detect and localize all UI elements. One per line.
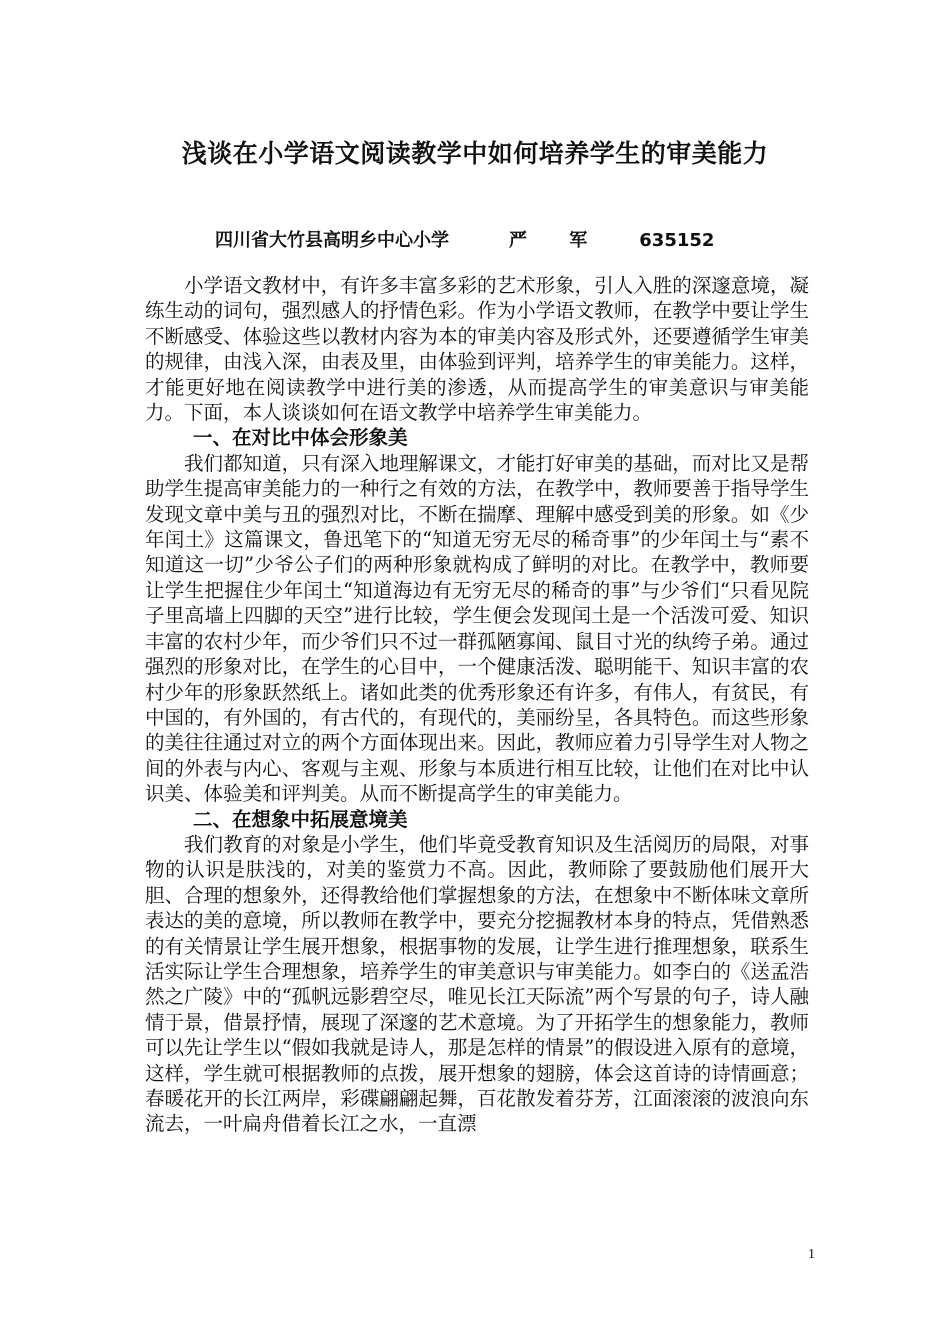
section-heading-1: 一、在对比中体会形象美 (193, 426, 408, 450)
postcode: 635152 (639, 230, 715, 251)
section-2-paragraph: 我们教育的对象是小学生，他们毕竟受教育知识及生活阅历的局限，对事物的认识是肤浅的，对美的鉴赏力不高。因此，教师除了要鼓励他们展开大胆、合理的想象外，还得教给他们掌握想象的方法，在想象中不断体味文章所表达的美的意境，所以教师在教学中，要充分挖掘教材本身的特点，凭借熟悉的有关情景让学生展开想象，根据事物的发展，让学生进行推理想象，联系生活实际让学生合理想象，培养学生的审美意识与审美能力。如李白的《送孟浩然之广陵》中的“孤帆远影碧空尽，唯见长江天际流”两个写景的句子，诗人融情于景，借景抒情，展现了深邃的艺术意境。为了开拓学生的想象能力，教师可以先让学生以“假如我就是诗人，那是怎样的情景”的假设进入原有的意境，这样，学生就可根据教师的点拨，展开想象的翅膀，体会这首诗的诗情画意；春暖花开的长江两岸，彩碟翩翩起舞，百花散发着芬芳，江面滚滚的波浪向东流去，一叶扁舟借着长江之水，一直漂 (145, 832, 809, 1136)
intro-paragraph: 小学语文教材中，有许多丰富多彩的艺术形象，引人入胜的深邃意境，凝练生动的词句，强烈感人的抒情色彩。作为小学语文教师，在教学中要让学生不断感受、体验这些以教材内容为本的审美内容及形式外，还要遵循学生审美的规律，由浅入深，由表及里，由体验到评判，培养学生的审美能力。这样，才能更好地在阅读教学中进行美的渗透，从而提高学生的审美意识与审美能力。下面，本人谈谈如何在语文教学中培养学生审美能力。 (145, 274, 809, 425)
school-name: 四川省大竹县高明乡中心小学 (215, 230, 449, 251)
document-title: 浅谈在小学语文阅读教学中如何培养学生的审美能力 (181, 139, 769, 168)
section-1-paragraph: 我们都知道，只有深入地理解课文，才能打好审美的基础，而对比又是帮助学生提高审美能力的一种行之有效的方法，在教学中，教师要善于指导学生发现文章中美与丑的强烈对比，不断在揣摩、理解中感受到美的形象。如《少年闰土》这篇课文，鲁迅笔下的“知道无穷无尽的稀奇事”的少年闰土与“素不知道这一切”少爷公子们的两种形象就构成了鲜明的对比。在教学中，教师要让学生把握住少年闰土“知道海边有无穷无尽的稀奇的事”与少爷们“只看见院子里高墙上四脚的天空”进行比较，学生便会发现闰土是一个活泼可爱、知识丰富的农村少年，而少爷们只不过一群孤陋寡闻、鼠目寸光的纨绔子弟。通过强烈的形象对比，在学生的心目中，一个健康活泼、聪明能干、知识丰富的农村少年的形象跃然纸上。诸如此类的优秀形象还有许多，有伟人，有贫民，有中国的，有外国的，有古代的，有现代的，美丽纷呈，各具特色。而这些形象的美往往通过对立的两个方面体现出来。因此，教师应着力引导学生对人物之间的外表与内心、客观与主观、形象与本质进行相互比较，让他们在对比中认识美、体验美和评判美。从而不断提高学生的审美能力。 (145, 451, 809, 806)
page-number: 1 (808, 1247, 815, 1262)
author-name: 严 军 (509, 230, 606, 251)
document-body (145, 273, 809, 1137)
section-heading-2: 二、在想象中拓展意境美 (193, 807, 408, 831)
byline (215, 226, 775, 252)
